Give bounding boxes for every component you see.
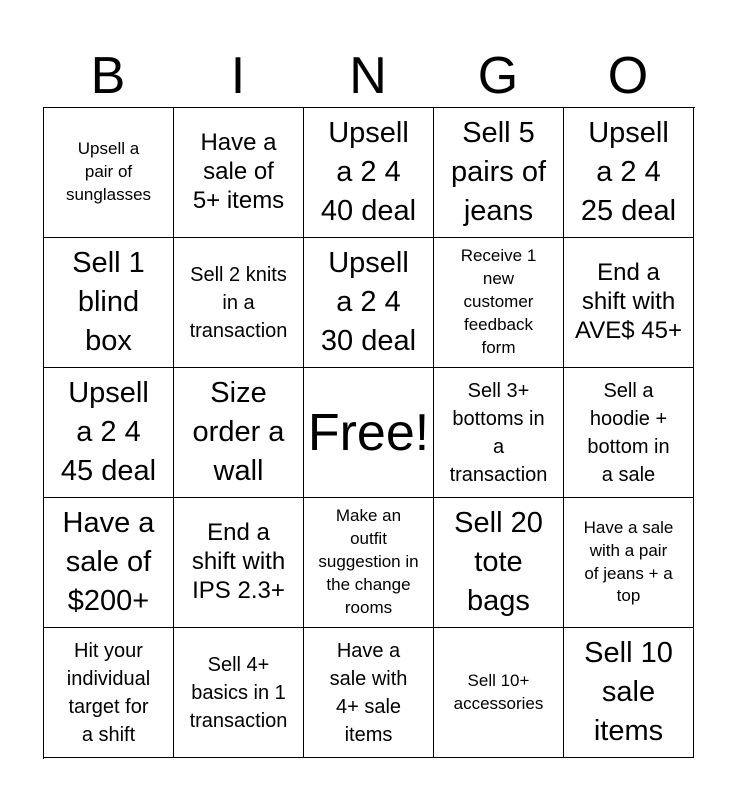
bingo-cell[interactable] [174, 238, 304, 368]
header-letter-n: N [349, 47, 387, 105]
bingo-cell[interactable] [44, 238, 174, 368]
header-letter-g: G [477, 47, 519, 105]
bingo-cell[interactable] [434, 628, 564, 758]
bingo-cell[interactable] [304, 498, 434, 628]
header-letter-o: O [607, 47, 649, 105]
bingo-cell[interactable] [434, 108, 564, 238]
bingo-cell-text: Sell 1 blind box [72, 247, 145, 357]
bingo-cell-free[interactable] [304, 368, 434, 498]
bingo-cell-text: Sell 2 knits in a transaction [189, 263, 288, 342]
bingo-cell-text: Sell a hoodie + bottom in a sale [587, 379, 670, 486]
bingo-cell[interactable] [564, 238, 694, 368]
bingo-cell-text: Have a sale of 5+ items [192, 129, 285, 214]
bingo-cell-text: Sell 4+ basics in 1 transaction [189, 653, 288, 732]
bingo-cell-text: Receive 1 new customer feedback form [460, 246, 537, 357]
bingo-cell[interactable] [44, 498, 174, 628]
bingo-cell-text: Upsell a 2 4 45 deal [60, 377, 157, 487]
bingo-cell-text: Hit your individual target for a shift [66, 639, 151, 746]
bingo-cell[interactable] [564, 368, 694, 498]
bingo-cell[interactable] [174, 108, 304, 238]
bingo-cell[interactable] [44, 628, 174, 758]
bingo-cell-text: Sell 10 sale items [584, 637, 673, 747]
bingo-header [43, 44, 693, 108]
bingo-cell[interactable] [304, 108, 434, 238]
bingo-cell-text: Size order a wall [192, 377, 285, 487]
bingo-cell-text: Sell 5 pairs of jeans [450, 117, 547, 227]
bingo-cell-text: End a shift with AVE$ 45+ [575, 259, 682, 344]
bingo-cell[interactable] [304, 628, 434, 758]
bingo-cell-text: Have a sale with 4+ sale items [329, 639, 408, 746]
bingo-cell-text: Sell 10+ accessories [453, 670, 544, 713]
bingo-cell[interactable] [564, 108, 694, 238]
bingo-cell[interactable] [44, 108, 174, 238]
bingo-cell-text: Upsell a 2 4 40 deal [320, 117, 417, 227]
header-letter-b: B [90, 47, 126, 105]
bingo-grid [43, 107, 695, 759]
header-letter-i: I [230, 47, 246, 105]
bingo-cell[interactable] [174, 498, 304, 628]
bingo-cell-text: Sell 20 tote bags [454, 507, 543, 617]
bingo-cell-text: Make an outfit suggestion in the change rooms [318, 506, 419, 617]
bingo-cell-text: Upsell a pair of sunglasses [65, 139, 152, 204]
bingo-cell-text: Upsell a 2 4 30 deal [320, 247, 417, 357]
bingo-cell-text: Have a sale with a pair of jeans + a top [583, 517, 674, 606]
bingo-cell-text: End a shift with IPS 2.3+ [191, 519, 286, 604]
bingo-cell-text: Upsell a 2 4 25 deal [580, 117, 677, 227]
bingo-cell[interactable] [434, 498, 564, 628]
bingo-cell[interactable] [304, 238, 434, 368]
bingo-cell-text: Free! [307, 403, 430, 462]
bingo-cell[interactable] [434, 368, 564, 498]
bingo-cell[interactable] [434, 238, 564, 368]
bingo-cell[interactable] [174, 368, 304, 498]
bingo-cell[interactable] [44, 368, 174, 498]
bingo-cell[interactable] [564, 628, 694, 758]
bingo-cell-text: Have a sale of $200+ [62, 507, 155, 617]
bingo-cell-text: Sell 3+ bottoms in a transaction [449, 379, 548, 486]
bingo-cell[interactable] [564, 498, 694, 628]
bingo-cell[interactable] [174, 628, 304, 758]
